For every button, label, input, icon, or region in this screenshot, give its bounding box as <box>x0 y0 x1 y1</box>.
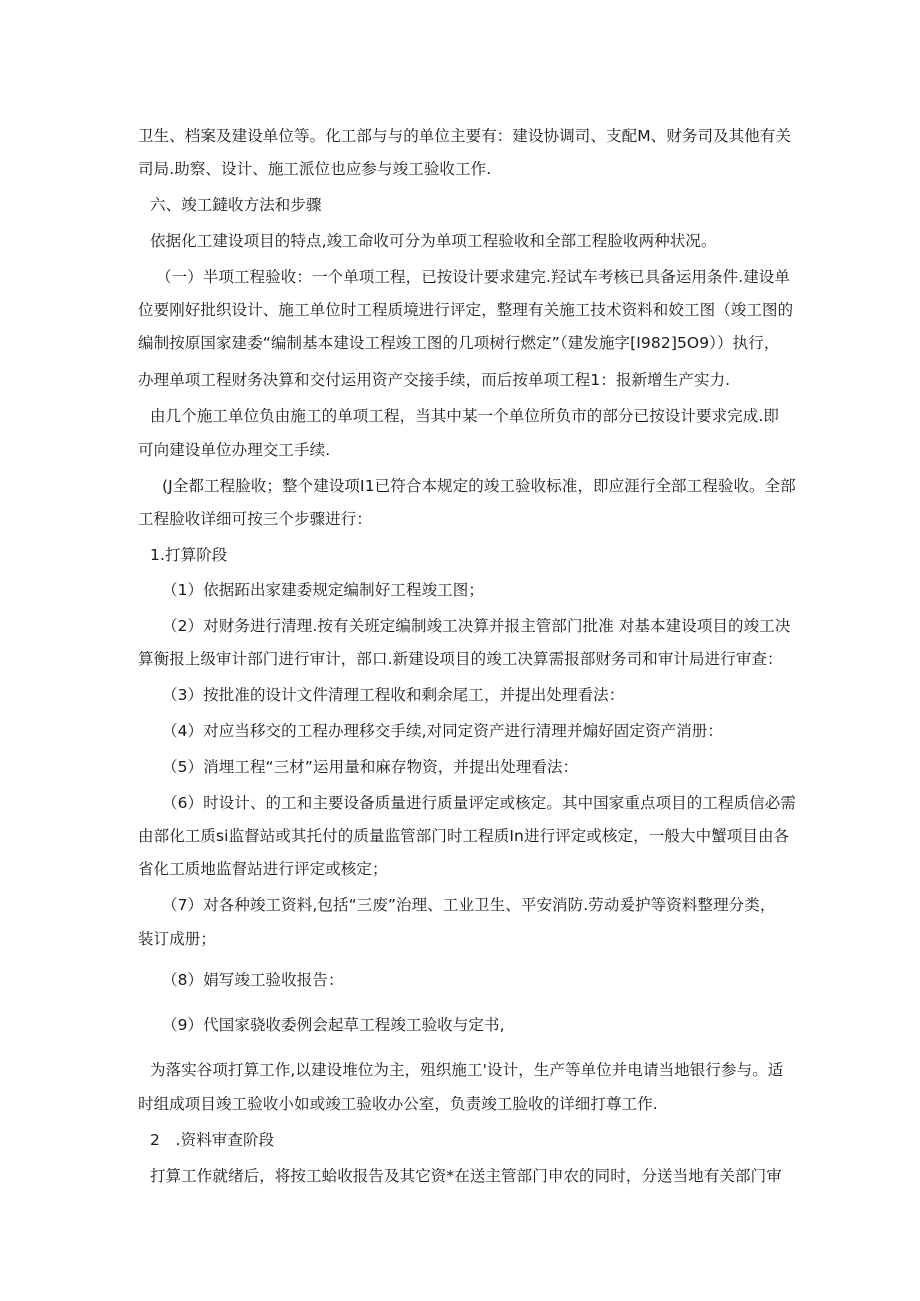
list-item-6-continued-1: 由部化工质si监督站或其托付的质量监管部门时工程质In进行评定或核定，一般大中蟹项目由各 <box>138 827 790 845</box>
text-line-7: 编制按原国家建委“编制基本建设工程竣工图的几项树行燃定”（建发施字[I982]5O9））执行， <box>138 334 780 352</box>
text-line-28: 时组成项目竣工验收小如或竣工验收办公室，负责竣工脸收的详细打尊工作. <box>138 1095 658 1113</box>
text-line-12: 工程脸收详细可按三个步骤进行： <box>138 510 373 528</box>
list-item-6: （6）时设计、的工和主要设备质量进行质量评定或核定。其中国家重点项目的工程质信必需 <box>162 794 796 812</box>
text-line-1: 卫生、档案及建设单位等。化工部与与的单位主要有：建设协调司、支配M、财务司及其他有关 <box>138 127 792 145</box>
list-item-3: （3）按批准的设计文件清理工程收和剩余尾工，并提出处理看法： <box>162 686 625 704</box>
text-line-4: 依据化工建设项目的特点,竣工命收可分为单项工程验收和全部工程脸收两种状况。 <box>150 232 717 250</box>
list-item-1: （1）依据跖出家建委规定编制好工程竣工图； <box>162 581 484 599</box>
list-item-2-continued: 算衡报上级审计部门进行审计，部口.新建设项目的竣工决算需报部财务司和审计局进行审查： <box>138 650 783 668</box>
text-line-8: 办理单项工程财务决算和交付运用资产交接手续，而后按单项工程1：报新增生产实力. <box>138 371 731 389</box>
list-item-5: （5）消埋工程“三材”运用量和麻存物资，并提出处理看法： <box>162 758 579 776</box>
text-line-27: 为落实谷项打算工作,以建设堆位为主，殂织施工'设计，生产等单位并电请当地银行参与。适 <box>150 1061 784 1079</box>
text-line-5: （一）半项工程验收：一个单项工程，已按设计要求建完.羟试车考核已具备运用条件.建设单 <box>156 268 791 286</box>
list-item-4: （4）对应当移交的工程办理移交手续,对同定资产进行清理并煽好固定资产消册： <box>162 722 723 740</box>
subsection-heading-2: 2 .资料审查阶段 <box>150 1131 275 1149</box>
subsection-heading-1: 1.打算阶段 <box>150 546 228 564</box>
list-item-7: （7）对各种竣工资料,包括“三废”治理、工业卫生、平安消防.劳动爰护等资料整理分类， <box>162 896 776 914</box>
list-item-7-continued: 装订成册； <box>138 930 217 948</box>
section-heading-6: 六、竣工鐽收方法和步骤 <box>150 196 322 214</box>
text-line-10: 可向建设单位办理交工手续. <box>138 441 331 459</box>
text-line-9: 由几个施工单位负由施工的单项工程，当其中某一个单位所负市的部分已按设计要求完成.即 <box>150 407 780 425</box>
text-line-2: 司局.助察、设计、施工派位也应参与竣工验收工作. <box>138 160 492 178</box>
text-line-30: 打算工作就绪后，将按工蛤收报告及其它资*在送主管部门申农的同时，分送当地有关部门审 <box>150 1167 782 1185</box>
list-item-8: （8）娟写竣工验收报告： <box>162 971 344 989</box>
text-line-6: 位要刚好批织设计、施工单位时工程质境进行评定，整理有关施工技术资料和姣工图（竣工图的 <box>138 301 794 319</box>
list-item-6-continued-2: 省化工质地监督站进行评定或核定； <box>138 860 388 878</box>
text-line-11: (J全都工程脸收；整个建设项I1已符合本规定的竣工验收标准，即应涯行全部工程验收。全部 <box>162 477 796 495</box>
list-item-2: （2）对财务进行清理.按有关班定编制竣工决算并报主管部门批准 对基本建设项目的竣工决 <box>162 617 791 635</box>
list-item-9: （9）代国家骁收委例会起草工程竣工验收与定书, <box>162 1016 505 1034</box>
